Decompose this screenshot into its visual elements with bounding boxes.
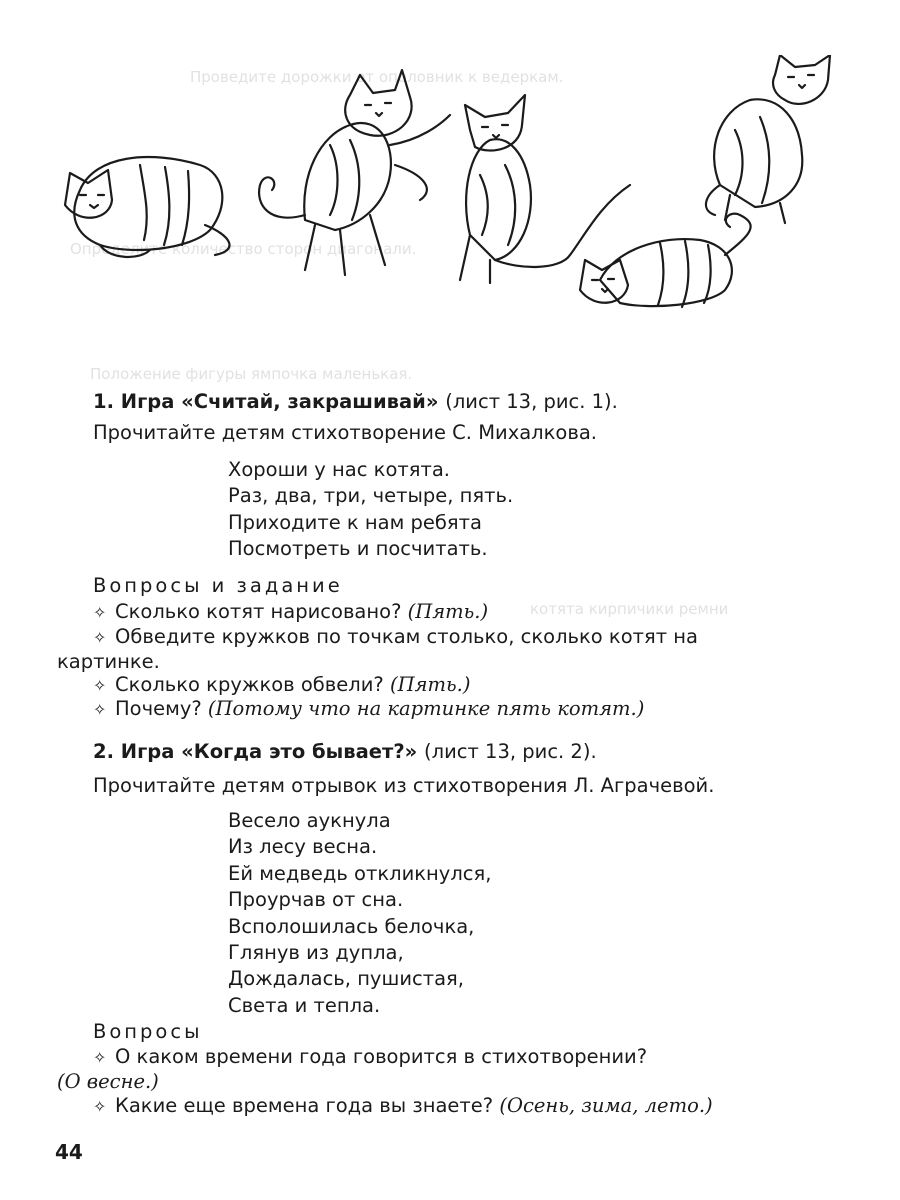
poem-line: Посмотреть и посчитать. — [228, 537, 488, 561]
kitten-standing — [259, 70, 450, 275]
game1-question-2-cont: картинке. — [57, 650, 160, 673]
diamond-bullet-icon: ✧ — [93, 1097, 107, 1116]
kittens-illustration — [40, 55, 840, 325]
poem-line: Света и тепла. — [228, 993, 381, 1017]
game1-question-4: ✧ Почему? (Потому что на картинке пять котят.) — [93, 697, 645, 720]
kitten-sitting-right — [706, 55, 830, 223]
game2-questions-heading: Вопросы — [93, 1020, 203, 1043]
poem-line: Приходите к нам ребята — [228, 510, 482, 534]
kitten-lying — [65, 157, 229, 257]
poem-line: Ей медведь откликнулся, — [228, 861, 492, 885]
poem-line: Раз, два, три, четыре, пять. — [228, 484, 514, 508]
game1-poem — [228, 457, 513, 563]
game2-answer-1: (О весне.) — [57, 1070, 159, 1093]
game1-intro: Прочитайте детям стихотворение С. Михалкова. — [93, 421, 597, 444]
game2-question-2: ✧ Какие еще времена года вы знаете? (Осень, зима, лето.) — [93, 1094, 713, 1117]
diamond-bullet-icon: ✧ — [93, 628, 107, 647]
kitten-crouching — [580, 214, 751, 307]
kitten-sitting — [460, 95, 630, 283]
poem-line: Весело аукнула — [228, 809, 391, 832]
game1-question-1: ✧ Сколько котят нарисовано? (Пять.) — [93, 600, 489, 623]
diamond-bullet-icon: ✧ — [93, 700, 107, 719]
game1-question-2: ✧ Обведите кружков по точкам столько, сколько котят на — [93, 625, 698, 648]
poem-line: Хороши у нас котята. — [228, 458, 450, 481]
game2-title: 2. Игра «Когда это бывает?» (лист 13, рис. 2). — [93, 740, 597, 763]
game1-question-3: ✧ Сколько кружков обвели? (Пять.) — [93, 673, 471, 696]
game1-title: 1. Игра «Считай, закрашивай» (лист 13, рис. 1). — [93, 390, 618, 413]
game2-poem — [228, 808, 491, 1019]
diamond-bullet-icon: ✧ — [93, 676, 107, 695]
poem-line: Дождалась, пушистая, — [228, 967, 464, 991]
poem-line: Проурчав от сна. — [228, 888, 404, 912]
poem-line: Глянув из дупла, — [228, 941, 404, 965]
game2-question-1: ✧ О каком времени года говорится в стихотворении? — [93, 1045, 648, 1068]
game1-questions-heading: Вопросы и задание — [93, 574, 343, 597]
game2-intro: Прочитайте детям отрывок из стихотворения Л. Аграчевой. — [93, 774, 715, 797]
poem-line: Всполошилась белочка, — [228, 914, 475, 938]
diamond-bullet-icon: ✧ — [93, 603, 107, 622]
page-number: 44 — [55, 1140, 83, 1164]
diamond-bullet-icon: ✧ — [93, 1048, 107, 1067]
poem-line: Из лесу весна. — [228, 835, 378, 859]
